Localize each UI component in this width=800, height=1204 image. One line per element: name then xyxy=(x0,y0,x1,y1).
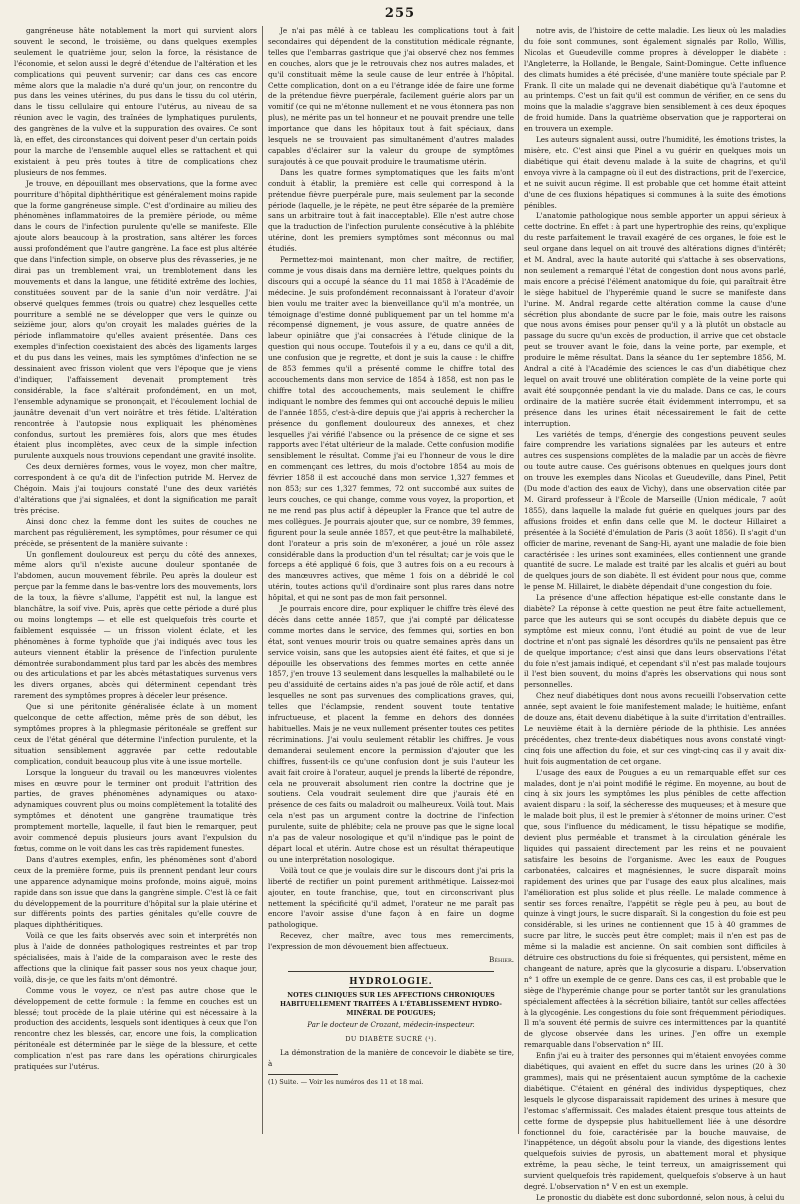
article-subtitle: DU DIABÈTE SUCRÉ (¹). xyxy=(345,1034,437,1043)
column-3 xyxy=(524,26,786,1202)
paragraph: Voilà tout ce que je voulais dire sur le discours dont j'ai pris la liberté de rectifier un point purement arithmétique. Laissez-moi ajouter, en toute franchise, que, tout en circonscrivant plus nettement la spécificité qu'il admet, l'orateur ne me paraît pas encore l'avoir assise d'une façon à en faire un dogme pathologique. xyxy=(268,865,514,930)
paragraph: Un gonflement douloureux est perçu du côté des annexes, même alors qu'il n'existe aucune douleur spontanée de l'abdomen, aucun mouvement fébrile. Peu après la douleur est perçue par la femme dans le bas-ventre lors des mouvements, lors de la toux, la fièvre s'allume, l'appétit est nul, la langue est blanchâtre, la soif vive. Puis, après que cette période a duré plus ou moins longtemps — et elle est quelquefois très courte et faiblement esquissée — un frisson violent éclate, et les phénomènes à forme typhoïde que j'ai indiqués avec tous les auteurs viennent établir la présence de l'infection purulente démontrée surabondamment plus tard par les abcès des membres ou des articulations et par les abcès métastatiques survenus vers les divers organes, abcès qui déterminent cependant très rarement des symptômes propres à déceler leur présence. xyxy=(14,549,257,701)
paragraph: Chez neuf diabétiques dont nous avons recueilli l'observation cette année, sept avaient le foie manifestement malade; le huitième, enfant de douze ans, était devenu diabétique à la suite d'irritation d'entrailles. Le neuvième était à la dernière période de la phthisie. Les années précédentes, chez trente-deux diabétiques nous avons constaté vingt-cinq fois une affection du foie, et sur ces vingt-cinq cas il y avait dix-huit fois augmentation de cet organe. xyxy=(524,691,786,766)
article-author: Par le docteur de Crozant, médecin-inspecteur. xyxy=(307,1020,475,1029)
paragraph: Ainsi donc chez la femme dont les suites de couches ne marchent pas régulièrement, les symptômes, pour résumer ce qui précède, se présentent de la manière suivante : xyxy=(14,516,257,548)
column-2 xyxy=(268,26,514,1134)
column-divider xyxy=(262,26,263,1134)
paragraph: Dans d'autres exemples, enfin, les phénomènes sont d'abord ceux de la première forme, puis ils prennent pendant leur cours une apparence adynamique moins profonde, moins aiguë, moins rapide dans son issue que dans la gangrène simple. C'est là ce fait du développement de la pourriture d'hôpital sur la plaie utérine et sur différents points des parties génitales qu'elle couvre de plaques diphthéritiques. xyxy=(14,854,257,930)
paragraph: Voilà ce que les faits observés avec soin et interprétés non plus à l'aide de données pathologiques restreintes et par trop spécialisées, mais à l'aide de la comparaison avec le reste des affections que la clinique fait passer sous nos yeux chaque jour, voilà, dis-je, ce que les faits m'ont démontré. xyxy=(14,931,257,984)
section-heading-text: HYDROLOGIE. xyxy=(349,976,433,987)
column-divider xyxy=(518,26,519,1134)
footnote: (1) Suite. — Voir les numéros des 11 et 18 mai. xyxy=(268,1078,424,1087)
paragraph: Je n'ai pas mêlé à ce tableau les complications tout à fait secondaires qui dépendent de la constitution médicale régnante, telles que l'embarras gastrique que j'ai observé chez nos femmes en couches, alors que je le retrouvais chez nos autres malades, et qu'il constituait même la seule cause de leur entrée à l'hôpital. Cette complication, dont on a eu l'étrange idée de faire une forme de la prétendue fièvre puerpérale, facilement guérie alors par un vomitif (ce qui ne m'étonne nullement et ne vous étonnera pas non plus), ne mérite pas un tel honneur et ne pouvait prendre une telle importance que dans les hôpitaux tout à fait spéciaux, dans lesquels ne se trouvaient pas simultanément d'autres malades capables d'éclairer sur la valeur du groupe de symptômes surajoutés à ce que pouvait produire le traumatisme utérin. xyxy=(268,26,514,166)
paragraph: gangréneuse hâte notablement la mort qui survient alors souvent le second, le troisième, ou dans quelques exemples seulement le quatrième jour, selon la force, la résistance de l'économie, et selon aussi le degré d'étendue de l'altération et les complications qui peuvent survenir; car dans ces cas encore même alors que la maladie n'a duré qu'un jour, on rencontre du pus dans les veines utérines, du pus dans le tissu du col utérin, dans le tissu cellulaire qui entoure l'utérus, au niveau de sa réunion avec le vagin, des traînées de lymphatiques purulents, des gangrènes de la vulve et la suppuration des ovaires. Ce sont là, en effet, des circonstances qui doivent peser d'un certain poids pour la marche de l'ensemble auquel elles se rattachent et qui existaient à peu près toutes à titre de complications chez plusieurs de nos femmes. xyxy=(14,26,257,177)
paragraph: Les auteurs signalent aussi, outre l'humidité, les émotions tristes, la misère, etc. C'est ainsi que Pinel a vu guérir en quelques mois un diabétique qui était devenu malade à la suite de chagrins, et qu'il envoya vivre à la campagne où il eut des distractions, prit de l'exercice, et ne suivit aucun régime. Il est probable que cet homme était atteint d'une de ces fluxions hépatiques si communes à la suite des émotions pénibles. xyxy=(524,135,786,210)
section-divider xyxy=(288,971,494,972)
paragraph: Le pronostic du diabète est donc subordonné, selon nous, à celui du xyxy=(536,1192,785,1202)
paragraph: Lorsque la longueur du travail ou les manœuvres violentes mises en œuvre pour le terminer ont produit l'attrition des parties, de graves phénomènes adynamiques ou ataxo-adynamiques couvrent plus ou moins complètement la totalité des symptômes et dénotent une gangrène traumatique très promptement mortelle, laquelle, il faut bien le remarquer, peut avoir commencé depuis plusieurs jours avant l'expulsion du fœtus, comme on le voit dans les cas très rapidement funestes. xyxy=(14,767,257,853)
footnote-rule xyxy=(268,1074,338,1075)
paragraph: L'usage des eaux de Pougues a eu un remarquable effet sur ces malades, dont je n'ai point modifié le régime. En moyenne, au bout de cinq à six jours les symptômes les plus pénibles de cette affection avaient disparu : la soif, la sécheresse des muqueuses; et à mesure que le malade boit plus, il est le premier à s'étonner de moins uriner. C'est que, sous l'influence du médicament, le tissu hépatique se modifie, devient plus perméable et transmet à la circulation générale les liquides qui passaient directement par les reins et ne pouvaient satisfaire les besoins de l'organisme. Avec les eaux de Pougues carbonatées, calcaires et magnésiennes, le sucre disparaît moins rapidement des urines que par l'usage des eaux plus alcalines, mais l'amélioration est plus solide et plus réelle. Le malade commence à sentir ses forces renaître, l'appétit se règle peu à peu, au bout de quinze à vingt jours, le sucre disparaît. Si la congestion du foie est peu considérable, si les urines ne contiennent que 15 à 40 grammes de sucre par litre, le succès peut être complet; mais il n'en est pas de même si la maladie est ancienne. On sait combien sont difficiles à détruire ces obstructions du foie si fréquentes, qui persistent, même en changeant de nature, après que la glycosurie a disparu. L'observation n° 1 offre un exemple de ce genre. Dans ces cas, il est probable que le siège de l'hyperémie change pour se porter tantôt sur les granulations spécialement affectées à la sécrétion biliaire, tantôt sur celles affectées à la glycogénie. Les congestions du foie sont fréquemment périodiques. Il m'a souvent été permis de suivre ces intermittences par la quantité de glycose observée dans les urines. J'en offre un exemple remarquable dans l'observation n° III. xyxy=(524,767,786,1050)
letter-signature: Béhier. xyxy=(489,955,514,965)
paragraph: La démonstration de la manière de concevoir le diabète se tire, à xyxy=(268,1047,514,1068)
paragraph: L'anatomie pathologique nous semble apporter un appui sérieux à cette doctrine. En effet : à part une hypertrophie des reins, qu'explique du reste parfaitement le travail exagéré de ces organes, le foie est le seul organe dans lequel on ait trouvé des altérations dignes d'intérêt; et M. Andral, avec la haute autorité qui s'attache à ses observations, non seulement a remarqué l'état de congestion dont nous avons parlé, mais encore a précisé l'élément anatomique du foie, qui paraîtrait être le siège habituel de l'hyperémie quand le sucre se manifeste dans l'urine. M. Andral regarde cette altération comme la cause d'une sécrétion plus abondante de sucre par le foie, mais outre les raisons que nous avons émises pour penser qu'il y a là plutôt un obstacle au passage du sucre qu'un excès de production, il arrive que cet obstacle peut se trouver avant le foie, dans la veine porte, par exemple, et produire le même résultat. Dans la séance du 1er septembre 1856, M. Andral a cité à l'Académie des sciences le cas d'un diabétique chez lequel on avait trouvé une oblitération complète de la veine porte qui avait été soupçonnée pendant la vie du malade. Dans ce cas, le cours ordinaire de la matière sucrée était évidemment interrompu, et sa présence dans les urines était nécessairement le fait de cette interruption. xyxy=(524,211,786,428)
column-1 xyxy=(14,26,257,1134)
paragraph: Comme vous le voyez, ce n'est pas autre chose que le développement de cette formule : la femme en couches est un blessé; tout procède de la plaie utérine qui est nécessaire à la production des accidents, lesquels sont identiques à ceux que l'on rencontre chez les blessés, car, encore une fois, la complication péritonéale est déterminée par le siège de la blessure, et cette complication n'est pas rare dans les opérations chirurgicales pratiquées sur l'utérus. xyxy=(14,985,257,1072)
paragraph: Je pourrais encore dire, pour expliquer le chiffre très élevé des décès dans cette année 1857, que j'ai compté par délicatesse comme mortes dans le service, des femmes qui, sorties en bon état, sont venues mourir trois ou quatre semaines après dans un service voisin, sans que les autopsies aient été faites, et que si je dépouille les observations des femmes mortes en cette année 1857, j'en trouve 13 seulement dans lesquelles la malhabileté ou le peu d'assiduité de certains aides n'a pas joué de rôle actif, et dans lesquelles ne sont pas survenues des complications graves, qui, telles que l'éclampsie, rendent souvent toute tentative infructueuse, et placent la femme en dehors des données habituelles. Mais je ne veux nullement présenter toutes ces petites récriminations. J'ai voulu seulement rétablir les chiffres. Je vous demanderai seulement encore la permission d'ajouter que les chiffres, fussent-ils ce qu'une confusion dont je suis l'auteur les avait fait croire à l'orateur, auquel je prends la liberté de répondre, cela ne prouverait absolument rien contre la doctrine que je soutiens. Cela voudrait seulement dire que j'aurais été en présence de ces faits ou maladroit ou malheureux. Voilà tout. Mais cela n'est pas un argument contre la doctrine de l'infection purulente, suite de phlébite; cela ne prouve pas que le signe local n'a pas de valeur nosologique et qu'il n'indique pas le point de départ local et utérin. Autre chose est un résultat thérapeutique ou une interprétation nosologique. xyxy=(268,604,514,864)
paragraph: Les variétés de temps, d'énergie des congestions peuvent seules faire comprendre les variations signalées par les auteurs et entre autres ces suspensions complètes de la maladie par un accès de fièvre ou toute autre cause. Ces guérisons obtenues en quelques jours dont on trouve les exemples dans Nicolas et Gueudeville, dans Pinel, Petit (Du mode d'action des eaux de Vichy), dans une observation citée par M. Girard professeur à l'École de Marseille (Union médicale, 7 août 1855), dans laquelle la malade fut guérie en quelques jours par des affusions froides et enfin dans celle que M. le docteur Hillairet a présentée à la Société d'émulation de Paris (3 août 1856). Il s'agit d'un officier de marine, revenant de Sang-Hi, ayant une maladie de foie bien caractérisée : les urines sont examinées, elles contiennent une grande quantité de sucre. Le malade est traité par les alcalis et guéri au bout de quelques jours de son diabète. Il est évident pour nous que, comme le pense M. Hillairet, le diabète dépendait d'une congestion du foie. xyxy=(524,429,786,592)
paragraph: Je trouve, en dépouillant mes observations, que la forme avec pourriture d'hôpital diphthéritique est généralement moins rapide que la forme gangréneuse simple. C'est d'ordinaire au milieu des phénomènes inflammatoires de la première période, ou même dans le cours de l'infection purulente qu'elle se manifeste. Elle ajoute alors beaucoup à la prostration, sans altérer les forces aussi profondément que l'autre gangrène. La face est plus altérée que dans l'infection simple, on observe plus des rêvasseries, je ne dirai pas un tremblement vrai, un tremblotement dans les mouvements et dans la langue, une fétidité extrême des lochies, constituées souvent par de la sanie d'un noir verdâtre. J'ai observé quelques femmes (trois ou quatre) chez lesquelles cette pourriture a semblé ne se développer que vers le quinze ou seizième jour, alors qu'on croyait les malades guéries de la période inflammatoire qu'elles avaient présentée. Dans ces exemples d'infection coexistaient des abcès des ligaments larges et du pus dans les veines, mais les symptômes d'infection ne se dessinaient avec frisson violent que vers l'époque que je viens d'indiquer, l'affaissement devenait promptement très considérable, la face s'altérait profondément, en un mot, l'ensemble adynamique se prononçait, et l'écoulement lochial de jaunâtre devenait d'un vert noirâtre et très fétide. L'altération rencontrée à l'autopsie nous expliquait les phénomènes confondus, surtout les premières fois, alors que mes études étaient plus incomplètes, avec ceux de la simple infection purulente auxquels nous trouvions cependant une gravité insolite. xyxy=(14,178,257,461)
paragraph: La présence d'une affection hépatique est-elle constante dans le diabète? La réponse à cette question ne peut être faite actuellement, parce que les auteurs qui se sont occupés du diabète depuis que ce symptôme est mieux connu, l'ont étudié au point de vue de leur doctrine et n'ont pas signalé les désordres qu'ils ne pensaient pas être de quelque importance; c'est ainsi que dans leurs observations l'état du foie n'est jamais indiqué, et cependant s'il n'est pas malade toujours il l'est bien souvent, du moins d'après les observations qui nous sont personnelles. xyxy=(524,593,786,690)
article-title: NOTES CLINIQUES SUR LES AFFECTIONS CHRONIQUES HABITUELLEMENT TRAITÉES À L'ÉTABLISSEMENT HYDRO-MINÉRAL DE POUGUES; xyxy=(280,990,502,1017)
paragraph: notre avis, de l'histoire de cette maladie. Les lieux où les maladies du foie sont communes, sont également signalés par Rollo, Willis, Nicolas et Gueudeville comme propres à développer le diabète : l'Angleterre, la Hollande, le Bengale, Saint-Domingue. Cette influence des climats humides a été précisée, d'une manière toute spéciale par P. Frank. Il cite un malade qui ne devenait diabétique qu'à l'automne et au printemps. C'est un fait qu'il est commun de vérifier, en ce sens du moins que la maladie s'aggrave bien sensiblement à ces deux époques de froid humide. Dans la quatrième observation que je rapporterai on en trouvera un exemple. xyxy=(524,26,786,134)
paragraph: Enfin j'ai eu à traiter des personnes qui m'étaient envoyées comme diabétiques, qui avaient en effet du sucre dans les urines (20 à 30 grammes), mais qui ne présentaient aucun symptôme de la cachexie diabétique. C'étaient en général des individus dyspeptiques, chez lesquels le glycose disparaissait rapidement des urines à mesure que l'estomac s'affermissait. Ces malades étaient presque tous atteints de cette forme de dyspepsie plus habituellement liée à une désordre fonctionnel du foie, caractérisée par la bouche mauvaise, de l'inappétence, un dégoût absolu pour la viande, des digestions lentes quelquefois suivies de pyrosis, un abattement moral et physique extrême, la peau sèche, le teint terreux, un amaigrissement qui survient quelquefois très rapidement, quelquefois s'observe à un haut degré. L'observation n° V en est un exemple. xyxy=(524,1051,786,1192)
paragraph: Ces deux dernières formes, vous le voyez, mon cher maître, correspondent à ce qu'a dit de l'infection putride M. Hervez de Chégoin. Mais j'ai toujours constaté l'une des deux variétés d'altérations que j'ai signalées, et dont la signification me paraît très précise. xyxy=(14,462,257,515)
paragraph: Dans les quatre formes symptomatiques que les faits m'ont conduit à établir, la première est celle qui correspond à la prétendue fièvre puerpérale pure, mais seulement par la seconde période (laquelle, je le répète, ne peut être séparée de la première sans un arbitraire tout à fait inacceptable). Elle n'est autre chose que la traduction de l'infection purulente consécutive à la phlébite utérine, dont les premiers symptômes sont méconnus ou mal étudiés. xyxy=(268,167,514,254)
paragraph: Que si une péritonite généralisée éclate à un moment quelconque de cette affection, même près de son début, les symptômes propres à la phlegmasie péritonéale se greffent sur ceux de l'état général que détermine l'infection purulente, et la situation sensiblement aggravée par cette redoutable complication, conduit beaucoup plus vite à une issue mortelle. xyxy=(14,702,257,766)
page-number: 255 xyxy=(384,6,416,21)
paragraph: Permettez-moi maintenant, mon cher maître, de rectifier, comme je vous disais dans ma dernière lettre, quelques points du discours qui a occupé la séance du 11 mai 1858 à l'Académie de médecine. Je suis profondément reconnaissant à l'orateur d'avoir bien voulu me traiter avec la bienveillance qu'il m'a montrée, un témoignage d'estime donné publiquement par un tel homme m'a récompensé dignement, je vous assure, de quatre années de labeur opiniâtre que j'ai consacrées à l'étude clinique de la question qui nous occupe. Toutefois il y a eu, dans ce qu'il a dit, une confusion que je regrette, et dont je suis la cause : le chiffre de 853 femmes qu'il a présenté comme le chiffre total des accouchements dans mon service de 1854 à 1858, est non pas le chiffre total des accouchements, mais seulement le chiffre indiquant le nombre des femmes qui ont accouché depuis le milieu de l'année 1855, c'est-à-dire depuis que j'ai appris à rechercher la présence du gonflement douloureux des annexes, et chez lesquelles j'ai vérifié l'absence ou la présence de ce signe et ses rapports avec l'état ultérieur de la malade. Cette confusion modifie sensiblement le résultat. Comme j'ai eu l'honneur de vous le dire en commençant ces lettres, du mois d'octobre 1854 au mois de février 1858 il est accouché dans mon service 1,327 femmes et non 853; sur ces 1,327 femmes, 72 ont succombé aux suites de leurs couches, ce qui change, comme vous voyez, la proportion, et ne me rend pas plus actif à dépeupler la France que tel autre de mes collègues. Je pourrais ajouter que, sur ce nombre, 39 femmes, figurent pour la seule année 1857, et que peut-être la malhabileté, dont l'orateur a pris soin de m'exonérer, a joué un rôle assez considérable dans la production d'un tel résultat; car je vois que le forceps a été appliqué 6 fois, que 3 autres fois on a eu recours à des manœuvres actives, que même 1 fois on a débridé le col utérin, toutes actions qu'il d'ordinaire sont plus rares dans notre hôpital, et qui ne sont pas de mon fait personnel. xyxy=(268,255,514,603)
section-heading xyxy=(268,977,514,988)
paragraph: Recevez, cher maître, avec tous mes remerciments, l'expression de mon dévouement bien affectueux. xyxy=(268,931,514,952)
